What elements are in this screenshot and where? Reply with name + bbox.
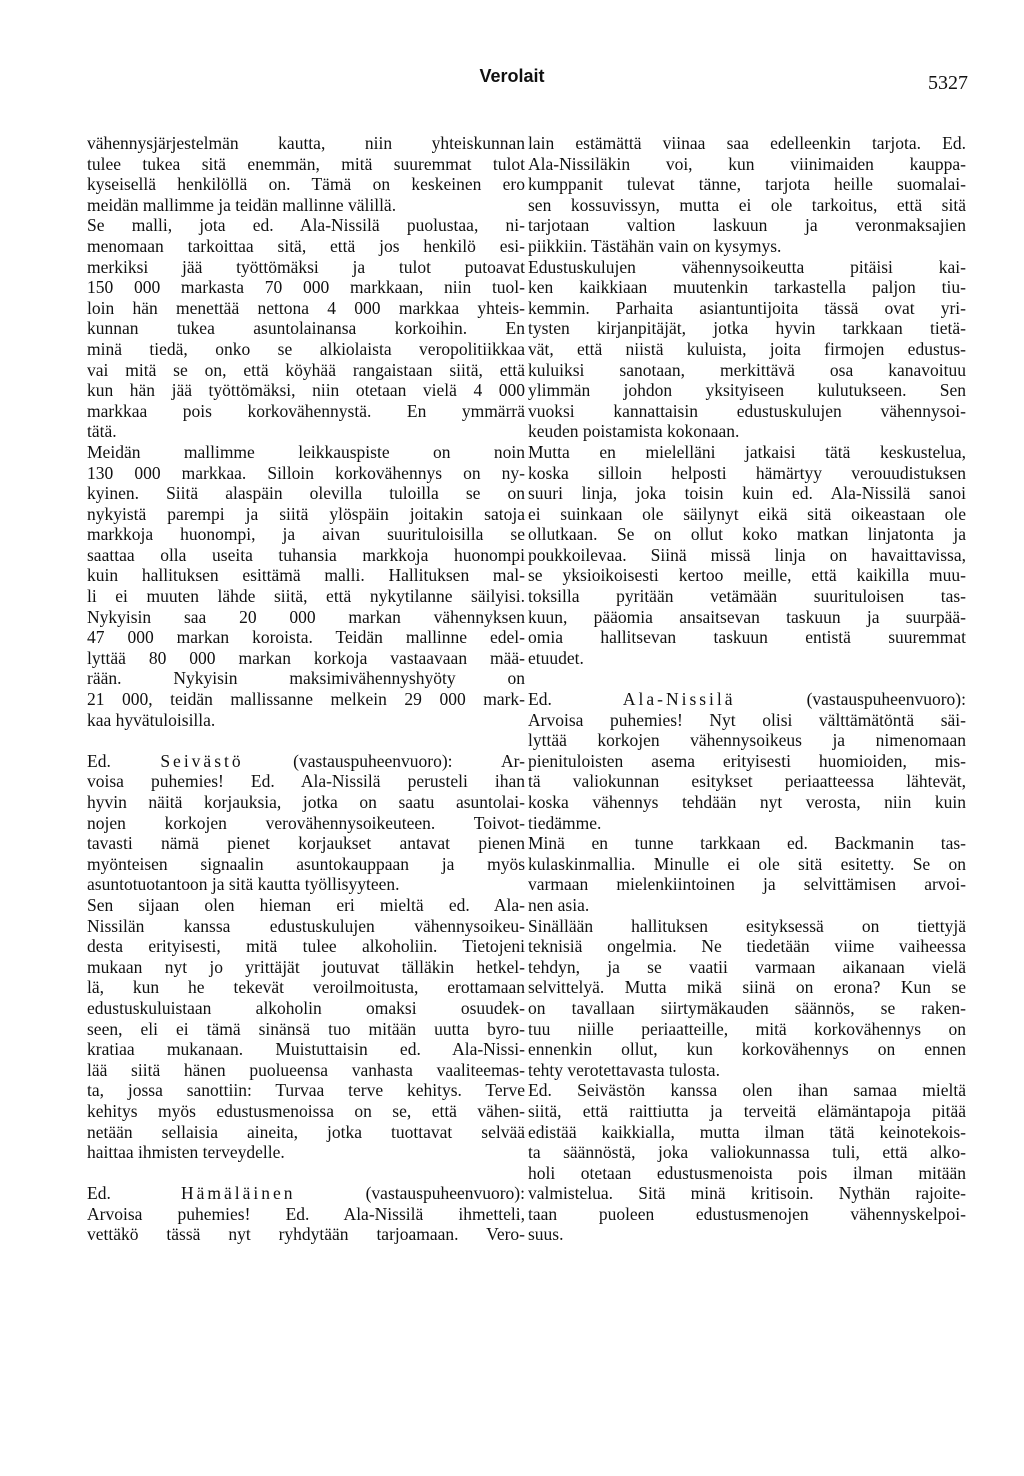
text-line: myönteisen signaalin asuntokauppaan ja myös (87, 853, 525, 874)
text-line: nen asia. (528, 894, 590, 915)
text-line: Meidän mallimme leikkauspiste on noin (87, 441, 525, 462)
text-line: omia hallitsevan taskuun entistä suuremmat (528, 627, 966, 648)
text-line: merkiksi jää työttömäksi ja tulot putoavat (87, 256, 525, 277)
text-line: selvittelyä. Mutta mikä siinä on erona? Kun se (528, 977, 966, 998)
text-line: vai mitä se on, että köyhää rangaistaan siitä, että (87, 359, 525, 380)
text-line: Edustuskulujen vähennysoikeutta pitäisi kai- (528, 256, 966, 277)
text-line: nojen korkojen verovähennysoikeuteen. Toivot- (87, 812, 525, 833)
text-line: teknisiä ongelmia. Ne tiedetään viime vaiheessa (528, 936, 966, 957)
text-line: vät, että niistä kuluista, joita firmojen edustus- (528, 338, 966, 359)
text-line: haittaa ihmisten terveydelle. (87, 1142, 285, 1163)
text-line: netään sellaisia aineita, jotka tuottavat selvää (87, 1121, 525, 1142)
text-line: Arvoisa puhemies! Ed. Ala-Nissilä ihmetteli, (87, 1203, 525, 1224)
text-line: desta erityisesti, mitä tulee alkoholiin. Tietojeni (87, 936, 525, 957)
text-line: tysten kirjanpitäjät, jotka hyvin tarkkaan tietä- (528, 318, 966, 339)
speaker-name: Ala-Nissilä (622, 689, 736, 710)
text-line: kulaskinmallia. Minulle ei ole sitä esitetty. Se on (528, 853, 966, 874)
text-line: hyvin näitä korjauksia, jotka on saatu asuntolai- (87, 792, 525, 812)
text-line: Mutta en mielelläni jatkaisi tätä keskustelua, (528, 441, 966, 462)
left-text-column (87, 133, 525, 1245)
text-line: markkaa pois korkovähennystä. En ymmärrä (87, 400, 525, 421)
text-line: ken kaikkiaan muutenkin tarkastella paljon tiu- (528, 277, 966, 298)
text-line: menomaan tarkoittaa sitä, että jos henkilö esi- (87, 235, 525, 256)
text-line: ei suinkaan ole säilynyt eikä sitä oikeastaan ole (528, 503, 966, 524)
text-line: kun hän jää työttömäksi, niin otetaan vielä 4 000 (87, 380, 525, 401)
text-line: Ed. Seivästön kanssa olen ihan samaa mieltä (528, 1080, 966, 1101)
text-line: Ed. Ala-Nissilä (vastauspuheenvuoro): (528, 689, 966, 710)
text-line: edustuskuluistaan alkoholin omaksi osuudek- (87, 997, 525, 1018)
running-title: Verolait (479, 66, 545, 86)
text-line: vettäkö tässä nyt ryhdytään tarjoamaan. Vero- (87, 1224, 525, 1245)
text-line: siitä, että raittiutta ja terveitä elämäntapoja pitää (528, 1100, 966, 1121)
text-line: vähennysjärjestelmän kautta, niin yhteiskunnan (87, 133, 525, 153)
text-line: se yksioikoisesti kertoo meille, että kaikilla muu- (528, 565, 966, 586)
text-line: toksilla pyritään vetämään suurituloisen tas- (528, 586, 966, 607)
text-line: vuoksi kannattaisin edustuskulujen vähennysoi- (528, 400, 966, 421)
text-line: Nissilän kanssa edustuskulujen vähennysoikeu- (87, 915, 525, 936)
text-line: taan puoleen edustusmenojen vähennyskelpoi- (528, 1203, 966, 1224)
text-line: lyttää korkojen vähennysoikeus ja nimenomaan (528, 730, 966, 751)
text-line: etuudet. (528, 647, 584, 668)
text-line: ta, jossa sanottiin: Turvaa terve kehitys. Terve (87, 1080, 525, 1101)
text-line: kuun, pääomia ansaitsevan taskuun ja suurpää- (528, 606, 966, 627)
text-line: kemmin. Parhaita asiantuntijoita tässä ovat yri- (528, 297, 966, 318)
text-line: lyttää 80 000 markan korkoja vastaavaan mää- (87, 647, 525, 668)
text-line: kratiaa mukanaan. Muistuttaisin ed. Ala-Nissi- (87, 1039, 525, 1060)
text-line: kaa hyvätuloisilla. (87, 709, 216, 730)
text-line: voisa puhemies! Ed. Ala-Nissilä perusteli ihan (87, 771, 525, 792)
text-line: kunnan tukea asuntolainansa korkoihin. En (87, 318, 525, 339)
text-line: 130 000 markkaa. Silloin korkovähennys on ny- (87, 462, 525, 483)
text-line: ylimmän johdon yksityiseen kulutukseen. Sen (528, 380, 966, 401)
text-line: 21 000, teidän mallissanne melkein 29 000 mark- (87, 689, 525, 710)
right-text-column (528, 133, 966, 1245)
text-line: Minä en tunne tarkkaan ed. Backmanin tas- (528, 833, 966, 854)
text-line: ollutkaan. Se on ollut koko matkan linjatonta ja (528, 524, 966, 545)
text-line: Nykyisin saa 20 000 markan vähennyksen (87, 606, 525, 627)
text-line: varmaan mielenkiintoinen ja selvittämisen arvoi- (528, 874, 966, 895)
text-line: 47 000 markan koroista. Teidän mallinne edel- (87, 627, 525, 648)
text-line: kehitys myös edustusmenoissa on se, että vähen- (87, 1100, 525, 1121)
text-line: rään. Nykyisin maksimivähennyshyöty on (87, 668, 525, 689)
text-line: meidän mallimme ja teidän mallinne välillä. (87, 194, 397, 215)
text-line: tarjotaan valtion laskuun ja veronmaksajien (528, 215, 966, 236)
text-line: koska silloin helposti hämärtyy verouudistuksen (528, 462, 966, 483)
text-line (87, 730, 525, 751)
text-line: poukkoilevaa. Siinä missä linja on havaittavissa, (528, 544, 966, 565)
text-line: kuluiksi sanotaan, merkittävä osa kanavoituu (528, 359, 966, 380)
text-line: tulee tukea sitä enemmän, mitä suuremmat tulot (87, 153, 525, 174)
text-line: minä tiedä, onko se alkiolaista veropolitiikkaa (87, 338, 525, 359)
page-number: 5327 (928, 72, 968, 94)
text-line: Ala-Nissiläkin voi, kun viinimaiden kauppa- (528, 153, 966, 174)
text-line: tä valiokunnan esitykset periaatteessa lähtevät, (528, 771, 966, 792)
text-line: saattaa olla useita tuhansia markkoja huonompi (87, 544, 525, 565)
text-line: Ed. Seivästö (vastauspuheenvuoro): Ar- (87, 750, 525, 771)
text-line: Sinällään hallituksen esityksessä on tiettyjä (528, 915, 966, 936)
text-line: suuri linja, joka toisin kuin ed. Ala-Nissilä sanoi (528, 483, 966, 504)
text-line: nykyistä parempi ja siitä ylöspäin joitakin satoja (87, 503, 525, 524)
text-line: sen kossuvissyn, mutta ei ole tarkoitus, että sitä (528, 194, 966, 215)
text-line: tiedämme. (528, 812, 602, 833)
text-line: ta säännöstä, joka valiokunnassa tuli, että alko- (528, 1142, 966, 1163)
text-line: suus. (528, 1224, 564, 1245)
text-line (87, 1163, 525, 1184)
text-line: tavasti nämä pienet korjaukset antavat pienen (87, 833, 525, 854)
text-line: tehty verotettavasta tulosta. (528, 1059, 720, 1080)
text-line: 150 000 markasta 70 000 markkaan, niin tuol- (87, 277, 525, 298)
text-line: ennenkin ollut, kun korkovähennys on ennen (528, 1039, 966, 1060)
text-line: lää siitä hänen puolueensa vanhasta vaaliteemas- (87, 1059, 525, 1080)
text-line: markkoja huonompi, ja aivan suurituloisilla se (87, 524, 525, 545)
text-line: Se malli, jota ed. Ala-Nissilä puolustaa, ni- (87, 215, 525, 236)
text-line: tehdyn, ja se vaatii varmaan aikanaan vielä (528, 956, 966, 977)
text-line: lain estämättä viinaa saa edelleenkin tarjota. Ed. (528, 133, 966, 153)
text-line: pienituloisten asema erityisesti huomioiden, mis- (528, 750, 966, 771)
text-line: tätä. (87, 421, 117, 442)
text-line: lä, kun he tekevät veroilmoitusta, erottamaan (87, 977, 525, 998)
text-line: koska vähennys tehdään nyt verosta, niin kuin (528, 792, 966, 812)
text-line (528, 668, 966, 689)
text-line: Ed. Hämäläinen (vastauspuheenvuoro): (87, 1183, 525, 1204)
text-line: li ei muuten lähde siitä, että nykytilanne säilyisi. (87, 586, 525, 607)
text-line: kyinen. Siitä alaspäin olevilla tuloilla se on (87, 483, 525, 504)
text-line: edistää kaikkialla, mutta ilman tätä keinotekois- (528, 1121, 966, 1142)
text-line: Sen sijaan olen hieman eri mieltä ed. Ala- (87, 894, 525, 915)
text-line: on tavallaan siirtymäkauden säännös, se raken- (528, 997, 966, 1018)
text-line: holi otetaan edustusmenoista pois ilman mitään (528, 1162, 966, 1183)
text-line: kyseisellä henkilöllä on. Tämä on keskeinen ero (87, 174, 525, 195)
speaker-name: Hämäläinen (180, 1183, 296, 1204)
text-line: kuin hallituksen esittämä malli. Hallituksen mal- (87, 565, 525, 586)
text-line: Arvoisa puhemies! Nyt olisi välttämätöntä säi- (528, 709, 966, 730)
text-line: kumppanit tulevat tänne, tarjota heille suomalai- (528, 174, 966, 195)
text-line: mukaan nyt jo yrittäjät joutuvat tälläkin hetkel- (87, 956, 525, 977)
text-line: asuntotuotantoon ja sitä kautta työllisyyteen. (87, 874, 400, 895)
text-line: seen, eli ei tämä sinänsä tuo mitään uutta byro- (87, 1018, 525, 1039)
text-line: tuu niille periaatteille, mitä korkovähennys on (528, 1018, 966, 1039)
speaker-name: Seivästö (160, 750, 244, 771)
page-header (0, 66, 1024, 96)
text-line: valmistelua. Sitä minä kritisoin. Nythän rajoite- (528, 1183, 966, 1204)
text-line: loin hän menettää nettona 4 000 markkaa yhteis- (87, 297, 525, 318)
text-line: keuden poistamista kokonaan. (528, 421, 740, 442)
text-line: piikkiin. Tästähän vain on kysymys. (528, 235, 782, 256)
